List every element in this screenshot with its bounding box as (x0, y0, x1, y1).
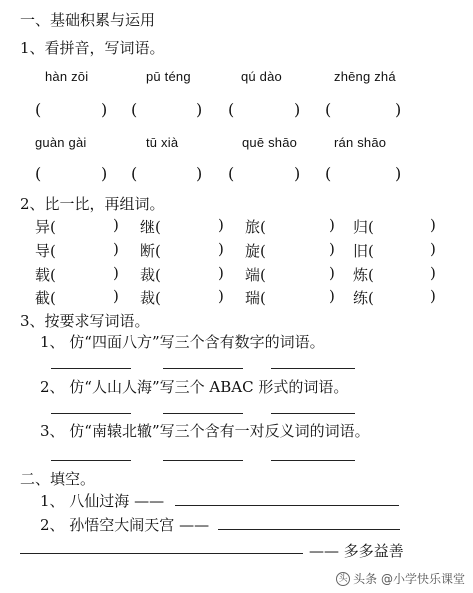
q1-title: 1、看拼音，写词语。 (20, 39, 165, 57)
pinyin-1: hàn zōi (45, 69, 89, 84)
paren-close: ) (430, 240, 436, 258)
paren-close: ) (294, 164, 301, 183)
paren-open: ( (35, 100, 42, 119)
paren-close: ) (294, 100, 301, 119)
compare-char: 导( (35, 242, 56, 260)
fill-item-2: 2、 孙悟空大闹天宫 —— (40, 516, 210, 534)
compare-char: 瑞( (245, 289, 266, 307)
watermark-text: 头条 @小学快乐课堂 (353, 572, 465, 586)
compare-char: 端( (245, 266, 266, 284)
paren-open: ( (131, 100, 138, 119)
compare-char: 异( (35, 218, 56, 236)
pinyin-2: pū téng (146, 69, 191, 84)
compare-char: 旋( (245, 242, 266, 260)
pinyin-5: guàn gài (35, 135, 87, 150)
watermark (336, 570, 465, 587)
answer-blank[interactable] (271, 368, 355, 369)
paren-close: ) (395, 100, 402, 119)
paren-close: ) (430, 287, 436, 305)
paren-close: ) (218, 216, 224, 234)
pinyin-3: qú dào (241, 69, 282, 84)
pinyin-7: quē shāo (242, 135, 298, 150)
paren-close: ) (395, 164, 402, 183)
paren-close: ) (113, 240, 119, 258)
paren-close: ) (430, 216, 436, 234)
paren-close: ) (329, 287, 335, 305)
answer-blank[interactable] (20, 553, 303, 554)
compare-char: 载( (35, 266, 56, 284)
compare-char: 断( (140, 242, 161, 260)
q3-title: 3、按要求写词语。 (20, 312, 150, 330)
paren-open: ( (228, 164, 235, 183)
compare-char: 截( (35, 289, 56, 307)
q3-item-3: 3、 仿“南辕北辙”写三个含有一对反义词的词语。 (40, 422, 370, 440)
paren-close: ) (218, 264, 224, 282)
paren-close: ) (329, 240, 335, 258)
answer-blank[interactable] (51, 460, 131, 461)
paren-open: ( (325, 164, 332, 183)
pinyin-8: rán shāo (334, 135, 387, 150)
paren-close: ) (113, 216, 119, 234)
paren-close: ) (430, 264, 436, 282)
paren-open: ( (325, 100, 332, 119)
paren-open: ( (228, 100, 235, 119)
answer-blank[interactable] (218, 529, 400, 530)
compare-char: 归( (353, 218, 374, 236)
paren-close: ) (101, 164, 108, 183)
compare-char: 旧( (353, 242, 374, 260)
paren-close: ) (196, 100, 203, 119)
answer-blank[interactable] (51, 413, 131, 414)
answer-blank[interactable] (51, 368, 131, 369)
q2-title: 2、比一比，再组词。 (20, 195, 165, 213)
pinyin-4: zhēng zhá (334, 69, 396, 84)
watermark-logo-icon: 头 (336, 572, 350, 586)
paren-close: ) (218, 287, 224, 305)
paren-close: ) (101, 100, 108, 119)
answer-blank[interactable] (271, 460, 355, 461)
answer-blank[interactable] (175, 505, 399, 506)
section-one-title: 一、基础积累与运用 (20, 11, 156, 29)
paren-close: ) (113, 287, 119, 305)
paren-close: ) (329, 264, 335, 282)
paren-open: ( (35, 164, 42, 183)
answer-blank[interactable] (163, 413, 243, 414)
q3-item-2: 2、 仿“人山人海”写三个 ABAC 形式的词语。 (40, 378, 349, 396)
paren-open: ( (131, 164, 138, 183)
fill-item-1: 1、 八仙过海 —— (40, 492, 165, 510)
answer-blank[interactable] (163, 460, 243, 461)
compare-char: 炼( (353, 266, 374, 284)
paren-close: ) (218, 240, 224, 258)
section-two-title: 二、填空。 (20, 470, 96, 488)
compare-char: 旅( (245, 218, 266, 236)
answer-blank[interactable] (271, 413, 355, 414)
pinyin-6: tū xià (146, 135, 179, 150)
q3-item-1: 1、 仿“四面八方”写三个含有数字的词语。 (40, 333, 325, 351)
compare-char: 练( (353, 289, 374, 307)
paren-close: ) (196, 164, 203, 183)
fill-item-3: —— 多多益善 (309, 542, 404, 560)
compare-char: 裁( (140, 266, 161, 284)
paren-close: ) (113, 264, 119, 282)
compare-char: 继( (140, 218, 161, 236)
answer-blank[interactable] (163, 368, 243, 369)
compare-char: 裁( (140, 289, 161, 307)
paren-close: ) (329, 216, 335, 234)
